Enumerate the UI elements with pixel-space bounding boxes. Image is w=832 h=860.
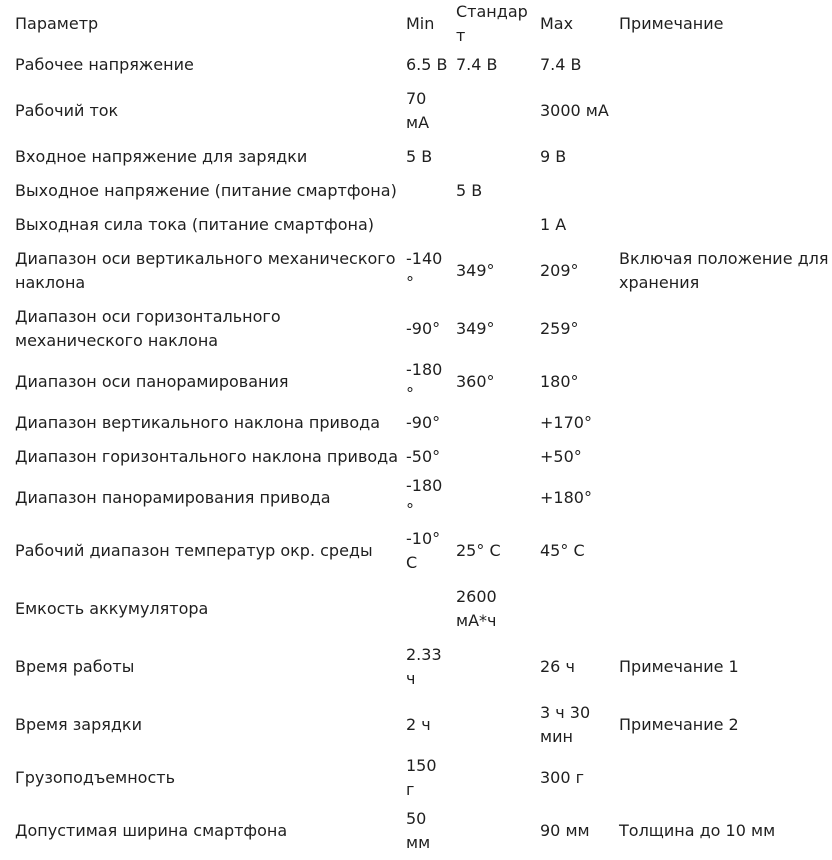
std-cell: 360° [456, 372, 495, 391]
note-cell [613, 522, 832, 580]
note-cell [613, 440, 832, 474]
header-param: Параметр [15, 14, 99, 33]
header-max: Max [540, 14, 574, 33]
min-cell: -180° [406, 476, 443, 519]
param-cell: Допустимая ширина смартфона [15, 821, 288, 840]
note-cell: Толщина до 10 мм [619, 821, 776, 840]
max-cell: 7.4 В [540, 55, 582, 74]
max-cell: 300 г [540, 768, 585, 787]
max-cell: 1 А [540, 215, 567, 234]
min-cell: -50° [406, 447, 441, 466]
std-cell: 7.4 В [456, 55, 498, 74]
std-cell [450, 208, 534, 242]
header-note: Примечание [619, 14, 724, 33]
min-cell: -140° [406, 249, 443, 292]
max-cell: 3 ч 30 мин [540, 703, 591, 746]
table-row [0, 48, 832, 82]
std-cell: 25° С [456, 541, 501, 560]
table-row [0, 140, 832, 174]
param-cell: Выходная сила тока (питание смартфона) [15, 215, 375, 234]
table-row [0, 358, 832, 406]
param-cell: Диапазон оси вертикального механического наклона [15, 249, 396, 292]
table-header-row [0, 0, 832, 48]
max-cell [534, 580, 613, 638]
min-cell: 50 мм [406, 809, 431, 852]
note-cell [613, 754, 832, 802]
note-cell [613, 474, 832, 522]
table-row [0, 638, 832, 696]
min-cell: 2.33 ч [406, 645, 442, 688]
std-cell [450, 140, 534, 174]
max-cell: +170° [540, 413, 592, 432]
param-cell: Диапазон оси панорамирования [15, 372, 289, 391]
note-cell [613, 580, 832, 638]
min-cell: -90° [406, 413, 441, 432]
param-cell: Диапазон горизонтального наклона привода [15, 447, 399, 466]
max-cell: 45° С [540, 541, 585, 560]
max-cell: 26 ч [540, 657, 575, 676]
std-cell [450, 82, 534, 140]
min-cell [400, 208, 450, 242]
note-cell: Примечание 1 [619, 657, 739, 676]
std-cell [450, 474, 534, 522]
max-cell: 9 В [540, 147, 567, 166]
std-cell [450, 696, 534, 754]
min-cell: 5 В [406, 147, 433, 166]
max-cell [534, 174, 613, 208]
min-cell: -180° [406, 360, 443, 403]
table-row [0, 82, 832, 140]
param-cell: Диапазон вертикального наклона привода [15, 413, 381, 432]
min-cell: -90° [406, 319, 441, 338]
table-row [0, 522, 832, 580]
param-cell: Диапазон оси горизонтального механического наклона [15, 307, 281, 350]
min-cell [400, 174, 450, 208]
max-cell: 3000 мА [540, 101, 609, 120]
note-cell: Примечание 2 [619, 715, 739, 734]
table-row [0, 696, 832, 754]
param-cell: Время зарядки [15, 715, 142, 734]
table-row [0, 580, 832, 638]
max-cell: +50° [540, 447, 582, 466]
table-row [0, 174, 832, 208]
header-std: Стандарт [456, 2, 528, 45]
param-cell: Рабочее напряжение [15, 55, 194, 74]
table-row [0, 754, 832, 802]
note-cell [613, 174, 832, 208]
min-cell [400, 580, 450, 638]
note-cell: Включая положение для хранения [619, 249, 829, 292]
table-row [0, 406, 832, 440]
table-row [0, 242, 832, 300]
std-cell [450, 406, 534, 440]
std-cell [450, 754, 534, 802]
table-row [0, 208, 832, 242]
note-cell [613, 208, 832, 242]
table-row [0, 474, 832, 522]
max-cell: +180° [540, 488, 592, 507]
note-cell [613, 48, 832, 82]
min-cell: 6.5 В [406, 55, 448, 74]
std-cell: 5 В [456, 181, 483, 200]
table-row [0, 440, 832, 474]
std-cell: 349° [456, 261, 495, 280]
param-cell: Выходное напряжение (питание смартфона) [15, 181, 397, 200]
std-cell: 349° [456, 319, 495, 338]
max-cell: 209° [540, 261, 579, 280]
param-cell: Емкость аккумулятора [15, 599, 209, 618]
min-cell: 150 г [406, 756, 437, 799]
param-cell: Грузоподъемность [15, 768, 176, 787]
std-cell [450, 440, 534, 474]
std-cell [450, 638, 534, 696]
param-cell: Время работы [15, 657, 135, 676]
note-cell [613, 82, 832, 140]
note-cell [613, 300, 832, 358]
table-row [0, 300, 832, 358]
param-cell: Диапазон панорамирования привода [15, 488, 331, 507]
max-cell: 180° [540, 372, 579, 391]
std-cell: 2600 мА*ч [456, 587, 497, 630]
note-cell [613, 358, 832, 406]
header-min: Min [406, 14, 435, 33]
max-cell: 90 мм [540, 821, 590, 840]
max-cell: 259° [540, 319, 579, 338]
note-cell [613, 406, 832, 440]
min-cell: 2 ч [406, 715, 431, 734]
param-cell: Рабочий ток [15, 101, 119, 120]
param-cell: Рабочий диапазон температур окр. среды [15, 541, 373, 560]
min-cell: -10° С [406, 529, 441, 572]
note-cell [613, 140, 832, 174]
min-cell: 70 мА [406, 89, 430, 132]
param-cell: Входное напряжение для зарядки [15, 147, 308, 166]
